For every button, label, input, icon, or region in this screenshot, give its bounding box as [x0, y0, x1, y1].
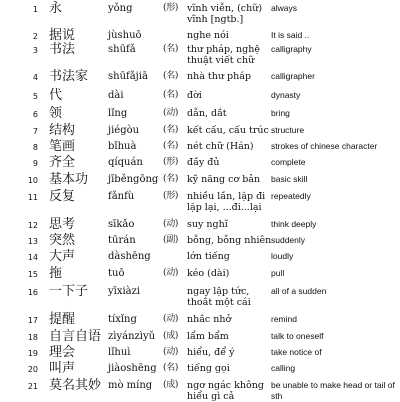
vietnamese-meaning-line: lớn tiếng — [187, 251, 230, 262]
pinyin: tūrán — [108, 235, 136, 246]
pinyin: shūfǎ — [108, 44, 136, 55]
entry-number: 11 — [27, 193, 38, 202]
chinese-word: 书法家 — [49, 69, 89, 84]
part-of-speech: (名) — [163, 90, 179, 100]
vietnamese-meaning — [187, 108, 227, 119]
chinese-word: 一下子 — [49, 284, 89, 299]
vietnamese-meaning — [187, 125, 269, 136]
chinese-word: 笔画 — [49, 139, 76, 154]
vietnamese-meaning-line: ngơ ngác không — [187, 380, 264, 391]
chinese-word: 领 — [49, 106, 63, 121]
pinyin: dài — [108, 90, 124, 101]
chinese-word: 书法 — [49, 42, 76, 57]
part-of-speech: (动) — [163, 347, 179, 357]
vietnamese-meaning-line: kết cấu, cấu trúc — [187, 125, 269, 136]
entry-number: 12 — [27, 221, 38, 230]
chinese-word: 自言自语 — [49, 329, 102, 344]
vietnamese-meaning — [187, 174, 260, 185]
vietnamese-meaning-line: vĩnh viễn, (chữ) — [187, 3, 263, 14]
chinese-word: 理会 — [49, 345, 76, 360]
entry-number: 21 — [27, 382, 38, 391]
english-meaning: loudly — [271, 251, 294, 261]
english-meaning: all of a sudden — [271, 286, 327, 296]
english-meaning: remind — [271, 314, 297, 324]
chinese-word: 大声 — [49, 249, 76, 264]
entry-number: 7 — [32, 127, 38, 136]
vietnamese-meaning-line: tiếng gọi — [187, 363, 230, 374]
chinese-word: 叫声 — [49, 361, 76, 376]
entry-number: 18 — [27, 333, 38, 342]
english-meaning: repeatedly — [271, 191, 311, 201]
entry-number: 9 — [32, 159, 38, 168]
pinyin: jiàoshēng — [108, 363, 157, 374]
chinese-word: 思考 — [49, 217, 76, 232]
entry-number: 13 — [27, 237, 38, 246]
english-meaning: think deeply — [271, 219, 317, 229]
chinese-word: 永 — [49, 1, 63, 16]
vietnamese-meaning — [187, 157, 220, 168]
pinyin: sīkǎo — [108, 219, 135, 230]
vietnamese-meaning — [187, 286, 251, 308]
vietnamese-meaning-line: ngay lập tức, — [187, 286, 250, 297]
vietnamese-meaning-line: lặp lại, ...đi...lại — [187, 202, 262, 213]
english-meaning: take notice of — [271, 347, 322, 357]
chinese-word: 基本功 — [49, 172, 89, 187]
vietnamese-meaning-line: suy nghĩ — [187, 219, 228, 230]
vietnamese-meaning-line: kéo (dài) — [187, 268, 230, 279]
english-meaning: complete — [271, 157, 306, 167]
entry-number: 1 — [32, 5, 38, 14]
english-meaning: It is said .. — [271, 30, 310, 40]
entry-number: 17 — [27, 316, 38, 325]
vietnamese-meaning-line: đời — [187, 90, 202, 101]
entry-number: 10 — [27, 176, 38, 185]
english-meaning: structure — [271, 125, 305, 135]
vietnamese-meaning — [187, 347, 234, 358]
pinyin: yǒng — [108, 3, 133, 14]
vietnamese-meaning-line: thuật viết chữ — [187, 55, 255, 66]
chinese-word: 莫名其妙 — [49, 378, 102, 393]
english-meaning: pull — [271, 268, 285, 278]
part-of-speech: (名) — [163, 44, 179, 54]
english-meaning: dynasty — [271, 90, 301, 100]
part-of-speech: (名) — [163, 141, 179, 151]
part-of-speech: (形) — [163, 191, 179, 201]
english-meaning: basic skill — [271, 174, 308, 184]
pinyin: lǐng — [108, 108, 128, 119]
english-meaning: suddenly — [271, 235, 306, 245]
entry-number: 6 — [32, 110, 38, 119]
vietnamese-meaning — [187, 314, 231, 325]
vietnamese-meaning-line: thư pháp, nghệ — [187, 44, 260, 55]
vietnamese-meaning-line: nhắc nhở — [187, 314, 232, 325]
vietnamese-meaning-line: nhà thư pháp — [187, 71, 251, 82]
chinese-word: 提醒 — [49, 312, 76, 327]
vietnamese-meaning-line: nhiều lần, lặp đi — [187, 191, 266, 202]
vietnamese-meaning-line: dẫn, dắt — [187, 108, 227, 119]
part-of-speech: (名) — [163, 174, 179, 184]
english-meaning: calligraphy — [271, 44, 312, 54]
part-of-speech: (形) — [163, 157, 179, 167]
chinese-word: 齐全 — [49, 155, 76, 170]
part-of-speech: (形) — [163, 3, 179, 13]
english-meaning: be unable to make head or tail of sth — [271, 380, 395, 401]
vietnamese-meaning-line: nét chữ (Hán) — [187, 141, 254, 152]
vietnamese-meaning — [187, 30, 229, 41]
pinyin: tuō — [108, 268, 125, 279]
entry-number: 16 — [27, 288, 38, 297]
vietnamese-meaning — [187, 71, 251, 82]
part-of-speech: (副) — [163, 235, 179, 245]
entry-number: 19 — [27, 349, 38, 358]
pinyin: qíquán — [108, 157, 143, 168]
entry-number: 5 — [32, 92, 38, 101]
part-of-speech: (成) — [163, 380, 179, 390]
pinyin: mò míng — [108, 380, 153, 391]
pinyin: lǐhuì — [108, 347, 131, 358]
chinese-word: 据说 — [49, 28, 76, 43]
vietnamese-meaning-line: hiểu, để ý — [187, 347, 235, 358]
part-of-speech: (成) — [163, 331, 179, 341]
pinyin: jùshuō — [108, 30, 142, 41]
vietnamese-meaning — [187, 268, 229, 279]
part-of-speech: (动) — [163, 219, 179, 229]
vietnamese-meaning-line: lẩm bẩm — [187, 331, 229, 342]
pinyin: zìyánzìyǔ — [108, 331, 156, 342]
pinyin: jiégòu — [108, 125, 140, 136]
vietnamese-meaning — [187, 331, 229, 342]
vietnamese-meaning-line: bỗng, bỗng nhiên — [187, 235, 272, 246]
vietnamese-meaning — [187, 141, 254, 152]
pinyin: bǐhuà — [108, 141, 137, 152]
part-of-speech: (名) — [163, 363, 179, 373]
vietnamese-meaning — [187, 44, 260, 66]
english-meaning: strokes of chinese character — [271, 141, 378, 151]
chinese-word: 反复 — [49, 189, 76, 204]
vietnamese-meaning — [187, 90, 202, 101]
vietnamese-meaning — [187, 380, 264, 402]
english-meaning: calligrapher — [271, 71, 315, 81]
vietnamese-meaning — [187, 3, 262, 25]
vietnamese-meaning — [187, 363, 230, 374]
vietnamese-meaning-line: nghe nói — [187, 30, 229, 41]
entry-number: 20 — [27, 365, 38, 374]
entry-number: 15 — [27, 270, 38, 279]
part-of-speech: (动) — [163, 314, 179, 324]
pinyin: yīxiàzi — [108, 286, 141, 297]
chinese-word: 代 — [49, 88, 63, 103]
vietnamese-meaning — [187, 251, 230, 262]
english-meaning: bring — [271, 108, 290, 118]
pinyin: fǎnfù — [108, 191, 135, 202]
vietnamese-meaning — [187, 191, 265, 213]
vietnamese-meaning-line: hiểu gì cả — [187, 391, 235, 402]
pinyin: dàshēng — [108, 251, 151, 262]
pinyin: tíxǐng — [108, 314, 137, 325]
pinyin: jīběngōng — [108, 174, 159, 185]
english-meaning: calling — [271, 363, 296, 373]
entry-number: 8 — [32, 143, 38, 152]
entry-number: 2 — [32, 32, 38, 41]
entry-number: 14 — [27, 253, 38, 262]
english-meaning: talk to oneself — [271, 331, 324, 341]
english-meaning: always — [271, 3, 297, 13]
part-of-speech: (名) — [163, 125, 179, 135]
pinyin: shūfǎjiā — [108, 71, 148, 82]
vietnamese-meaning-line: đầy đủ — [187, 157, 220, 168]
entry-number: 3 — [32, 46, 38, 55]
part-of-speech: (动) — [163, 108, 179, 118]
chinese-word: 拖 — [49, 266, 63, 281]
vietnamese-meaning — [187, 235, 271, 246]
vietnamese-meaning-line: thoắt một cái — [187, 297, 251, 308]
chinese-word: 结构 — [49, 123, 76, 138]
part-of-speech: (名) — [163, 71, 179, 81]
vietnamese-meaning — [187, 219, 228, 230]
vietnamese-meaning-line: vĩnh [ngtb.] — [187, 14, 244, 25]
vietnamese-meaning-line: kỹ năng cơ bản — [187, 174, 261, 185]
part-of-speech: (动) — [163, 268, 179, 278]
chinese-word: 突然 — [49, 233, 76, 248]
entry-number: 4 — [32, 73, 38, 82]
